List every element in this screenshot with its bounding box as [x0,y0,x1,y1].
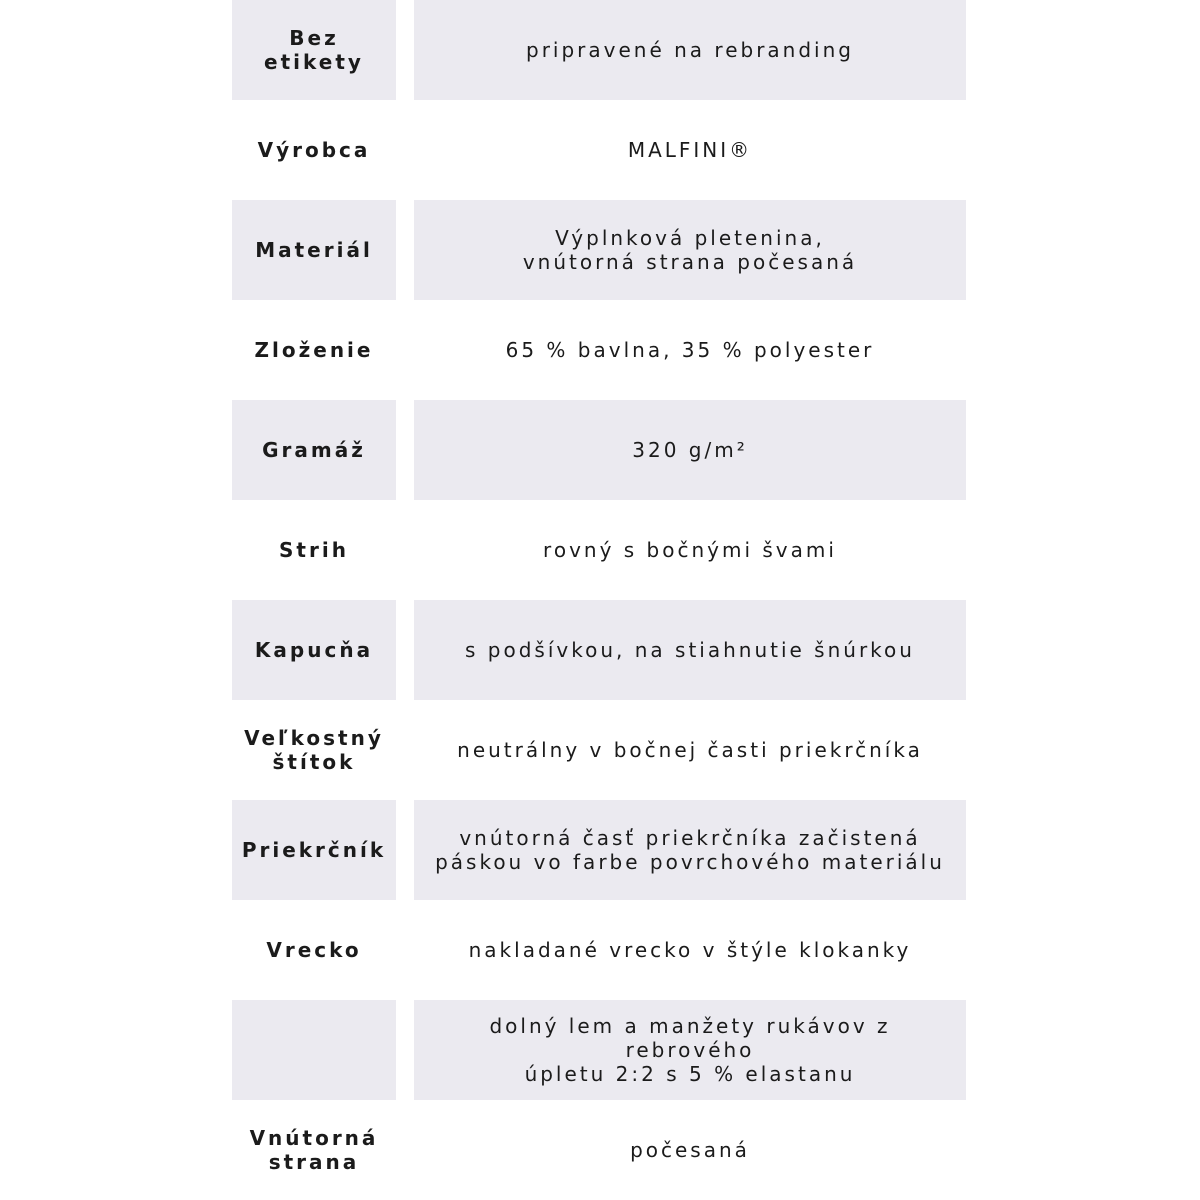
spec-row-velkostny-stitok [232,700,966,800]
spec-value: počesaná [630,1138,750,1162]
spec-label: Strih [279,538,349,562]
spec-value: Výplnková pletenina, vnútorná strana počesaná [414,200,966,300]
spec-row-kapucna [232,600,966,700]
spec-row-gramaz [232,400,966,500]
spec-row-lem [232,1000,966,1100]
spec-value: vnútorná časť priekrčníka začistená páskou vo farbe povrchového materiálu [414,800,966,900]
spec-label: Vnútorná strana [249,1126,379,1174]
spec-value: neutrálny v bočnej časti priekrčníka [457,738,923,762]
spec-value: 320 g/m² [414,400,966,500]
spec-label: Veľkostný štítok [244,726,384,774]
spec-row-zlozenie [232,300,966,400]
spec-value: rovný s bočnými švami [543,538,837,562]
spec-label [232,1000,396,1100]
spec-row-priekrcnik [232,800,966,900]
spec-label: Zloženie [254,338,374,362]
spec-label: Gramáž [232,400,396,500]
spec-value: nakladané vrecko v štýle klokanky [468,938,912,962]
spec-value: 65 % bavlna, 35 % polyester [505,338,875,362]
spec-value: MALFINI® [627,138,753,162]
spec-row-strih [232,500,966,600]
spec-row-material [232,200,966,300]
spec-row-vrecko [232,900,966,1000]
spec-label: Materiál [232,200,396,300]
spec-value: dolný lem a manžety rukávov z rebrového úpletu 2:2 s 5 % elastanu [414,1000,966,1100]
spec-label: Vrecko [266,938,362,962]
spec-label: Bez etikety [232,0,396,100]
spec-label: Výrobca [257,138,371,162]
spec-value: s podšívkou, na stiahnutie šnúrkou [414,600,966,700]
spec-row-vnutorna-strana [232,1100,966,1200]
spec-value: pripravené na rebranding [414,0,966,100]
spec-label: Priekrčník [232,800,396,900]
spec-row-vyrobca [232,100,966,200]
spec-row-bez-etikety [232,0,966,100]
spec-table [232,0,966,1200]
spec-label: Kapucňa [232,600,396,700]
